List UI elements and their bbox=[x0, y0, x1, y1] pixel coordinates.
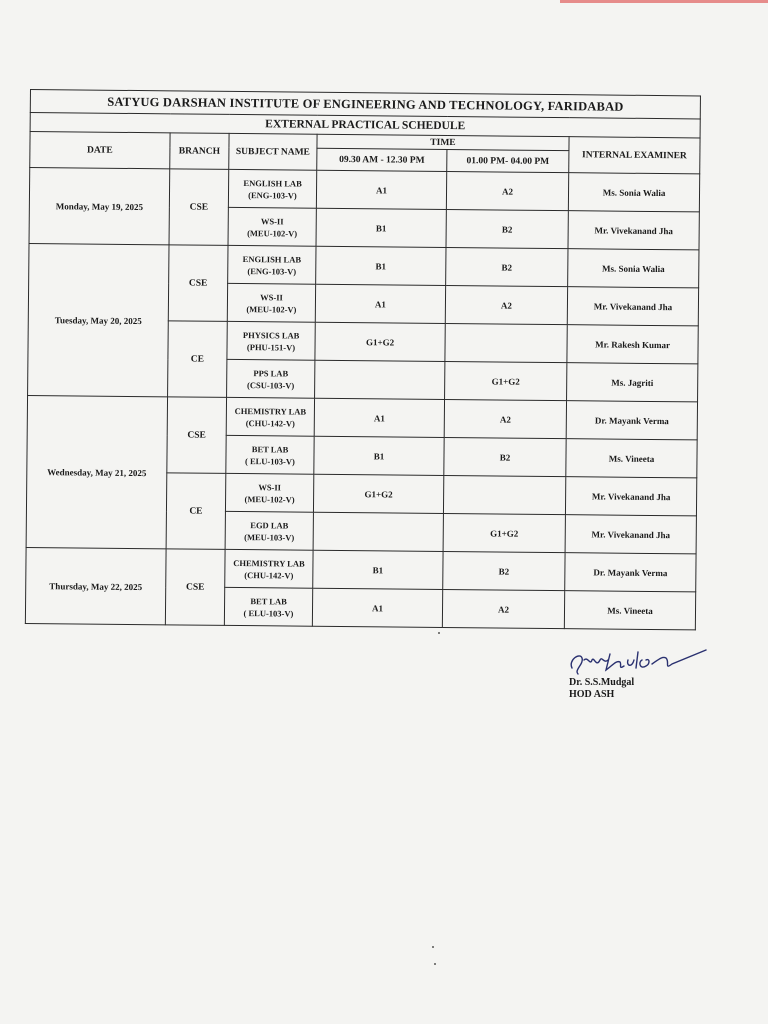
examiner-cell: Ms. Sonia Walia bbox=[568, 173, 699, 212]
date-cell: Thursday, May 22, 2025 bbox=[25, 547, 166, 624]
subject-name: CHEMISTRY LAB bbox=[233, 557, 305, 569]
slot2-cell: G1+G2 bbox=[445, 361, 567, 400]
date-cell: Wednesday, May 21, 2025 bbox=[26, 395, 167, 548]
slot2-cell: B2 bbox=[443, 551, 565, 590]
branch-cell: CSE bbox=[169, 169, 229, 246]
subject-name: ENGLISH LAB bbox=[243, 177, 302, 189]
subject-cell bbox=[227, 359, 315, 398]
branch-header: BRANCH bbox=[170, 133, 229, 170]
subject-cell bbox=[227, 321, 315, 360]
slot1-cell: B1 bbox=[314, 436, 444, 475]
subject-name: PHYSICS LAB bbox=[242, 329, 300, 341]
branch-cell: CE bbox=[168, 321, 228, 398]
schedule-row bbox=[29, 168, 699, 212]
slot2-cell bbox=[443, 475, 565, 514]
slot2-cell: B2 bbox=[446, 248, 568, 287]
examiner-cell: Dr. Mayank Verma bbox=[566, 401, 697, 440]
slot1-cell: B1 bbox=[316, 208, 446, 247]
subject-cell bbox=[228, 169, 316, 208]
examiner-header: INTERNAL EXAMINER bbox=[569, 137, 700, 174]
subject-code: (ENG-103-V) bbox=[248, 189, 297, 201]
subject-name: WS-II bbox=[258, 481, 282, 492]
subject-name: CHEMISTRY LAB bbox=[234, 405, 307, 417]
date-header: DATE bbox=[30, 132, 170, 169]
branch-cell: CSE bbox=[167, 397, 227, 474]
subject-name: ENGLISH LAB bbox=[242, 253, 302, 265]
subject-code: (PHU-151-V) bbox=[246, 341, 296, 353]
examiner-cell: Mr. Vivekanand Jha bbox=[567, 287, 698, 326]
subject-name: EGD LAB bbox=[250, 519, 289, 530]
dust-speck bbox=[438, 632, 440, 634]
subject-code: (CHU-142-V) bbox=[245, 417, 295, 429]
subject-header: SUBJECT NAME bbox=[229, 133, 317, 170]
slot2-header: 01.00 PM- 04.00 PM bbox=[447, 150, 569, 173]
slot2-cell: B2 bbox=[446, 210, 568, 249]
examiner-cell: Ms. Jagriti bbox=[567, 363, 698, 402]
subject-code: (MEU-102-V) bbox=[247, 227, 298, 239]
subject-cell bbox=[225, 549, 313, 588]
slot2-cell: A2 bbox=[446, 172, 568, 211]
branch-cell: CSE bbox=[165, 549, 225, 626]
subject-code: (CSU-103-V) bbox=[247, 379, 295, 391]
branch-cell: CE bbox=[166, 473, 226, 550]
subject-code: ( ELU-103-V) bbox=[244, 455, 295, 467]
slot2-cell: B2 bbox=[444, 437, 566, 476]
slot1-cell: G1+G2 bbox=[313, 474, 443, 513]
slot1-cell: A1 bbox=[314, 398, 444, 437]
examiner-cell: Mr. Rakesh Kumar bbox=[567, 325, 698, 364]
slot2-cell bbox=[445, 323, 567, 362]
slot1-cell bbox=[313, 512, 443, 551]
signatory-name: Dr. S.S.Mudgal bbox=[569, 677, 635, 688]
subject-name: WS-II bbox=[260, 291, 283, 302]
slot1-cell bbox=[315, 360, 445, 399]
red-edge-mark bbox=[560, 0, 768, 3]
subject-code: (MEU-103-V) bbox=[244, 531, 295, 543]
subject-code: (CHU-142-V) bbox=[244, 569, 294, 581]
slot1-cell: A1 bbox=[315, 284, 445, 323]
subject-name: PPS LAB bbox=[253, 367, 289, 378]
slot1-cell: A1 bbox=[316, 170, 446, 209]
date-cell: Monday, May 19, 2025 bbox=[29, 168, 170, 245]
examiner-cell: Ms. Vineeta bbox=[566, 439, 697, 478]
subject-code: ( ELU-103-V) bbox=[243, 607, 294, 619]
subject-name: BET LAB bbox=[251, 443, 289, 454]
dust-speck bbox=[434, 963, 436, 965]
subject-cell bbox=[228, 207, 316, 246]
subject-cell bbox=[228, 245, 316, 284]
schedule-table bbox=[25, 89, 701, 630]
slot1-cell: B1 bbox=[316, 246, 446, 285]
examiner-cell: Mr. Vivekanand Jha bbox=[565, 515, 696, 554]
schedule-row bbox=[29, 243, 699, 287]
schedule-row bbox=[26, 547, 696, 591]
subject-cell bbox=[225, 473, 313, 512]
signature bbox=[566, 646, 716, 680]
slot2-cell: G1+G2 bbox=[443, 513, 565, 552]
examiner-cell: Dr. Mayank Verma bbox=[565, 553, 696, 592]
slot2-cell: A2 bbox=[442, 589, 564, 628]
schedule-row bbox=[27, 395, 697, 439]
slot1-header: 09.30 AM - 12.30 PM bbox=[317, 148, 447, 171]
slot1-cell: A1 bbox=[312, 588, 442, 627]
subject-cell bbox=[226, 435, 314, 474]
subject-cell bbox=[225, 511, 313, 550]
examiner-cell: Ms. Sonia Walia bbox=[568, 249, 699, 288]
dust-speck bbox=[432, 946, 434, 948]
subject-name: WS-II bbox=[260, 215, 284, 226]
time-header: TIME bbox=[317, 134, 569, 150]
schedule-sheet bbox=[25, 89, 700, 630]
schedule-title: EXTERNAL PRACTICAL SCHEDULE bbox=[30, 113, 700, 138]
slot1-cell: B1 bbox=[313, 550, 443, 589]
subject-code: (MEU-102-V) bbox=[246, 303, 297, 315]
examiner-cell: Mr. Vivekanand Jha bbox=[565, 477, 696, 516]
subject-cell bbox=[226, 397, 314, 436]
subject-code: (MEU-102-V) bbox=[244, 493, 295, 505]
examiner-cell: Mr. Vivekanand Jha bbox=[568, 211, 699, 250]
examiner-cell: Ms. Vineeta bbox=[564, 591, 695, 630]
subject-code: (ENG-103-V) bbox=[247, 265, 297, 277]
date-cell: Tuesday, May 20, 2025 bbox=[28, 243, 169, 396]
signatory-block bbox=[569, 677, 634, 701]
subject-cell bbox=[227, 283, 315, 322]
slot2-cell: A2 bbox=[445, 285, 567, 324]
institute-title: SATYUG DARSHAN INSTITUTE OF ENGINEERING AND TECHNOLOGY, FARIDABAD bbox=[30, 90, 700, 119]
branch-cell: CSE bbox=[168, 245, 228, 322]
signatory-designation: HOD ASH bbox=[569, 689, 615, 700]
subject-cell bbox=[224, 587, 312, 626]
subject-name: BET LAB bbox=[250, 595, 287, 606]
slot1-cell: G1+G2 bbox=[315, 322, 445, 361]
slot2-cell: A2 bbox=[444, 399, 566, 438]
